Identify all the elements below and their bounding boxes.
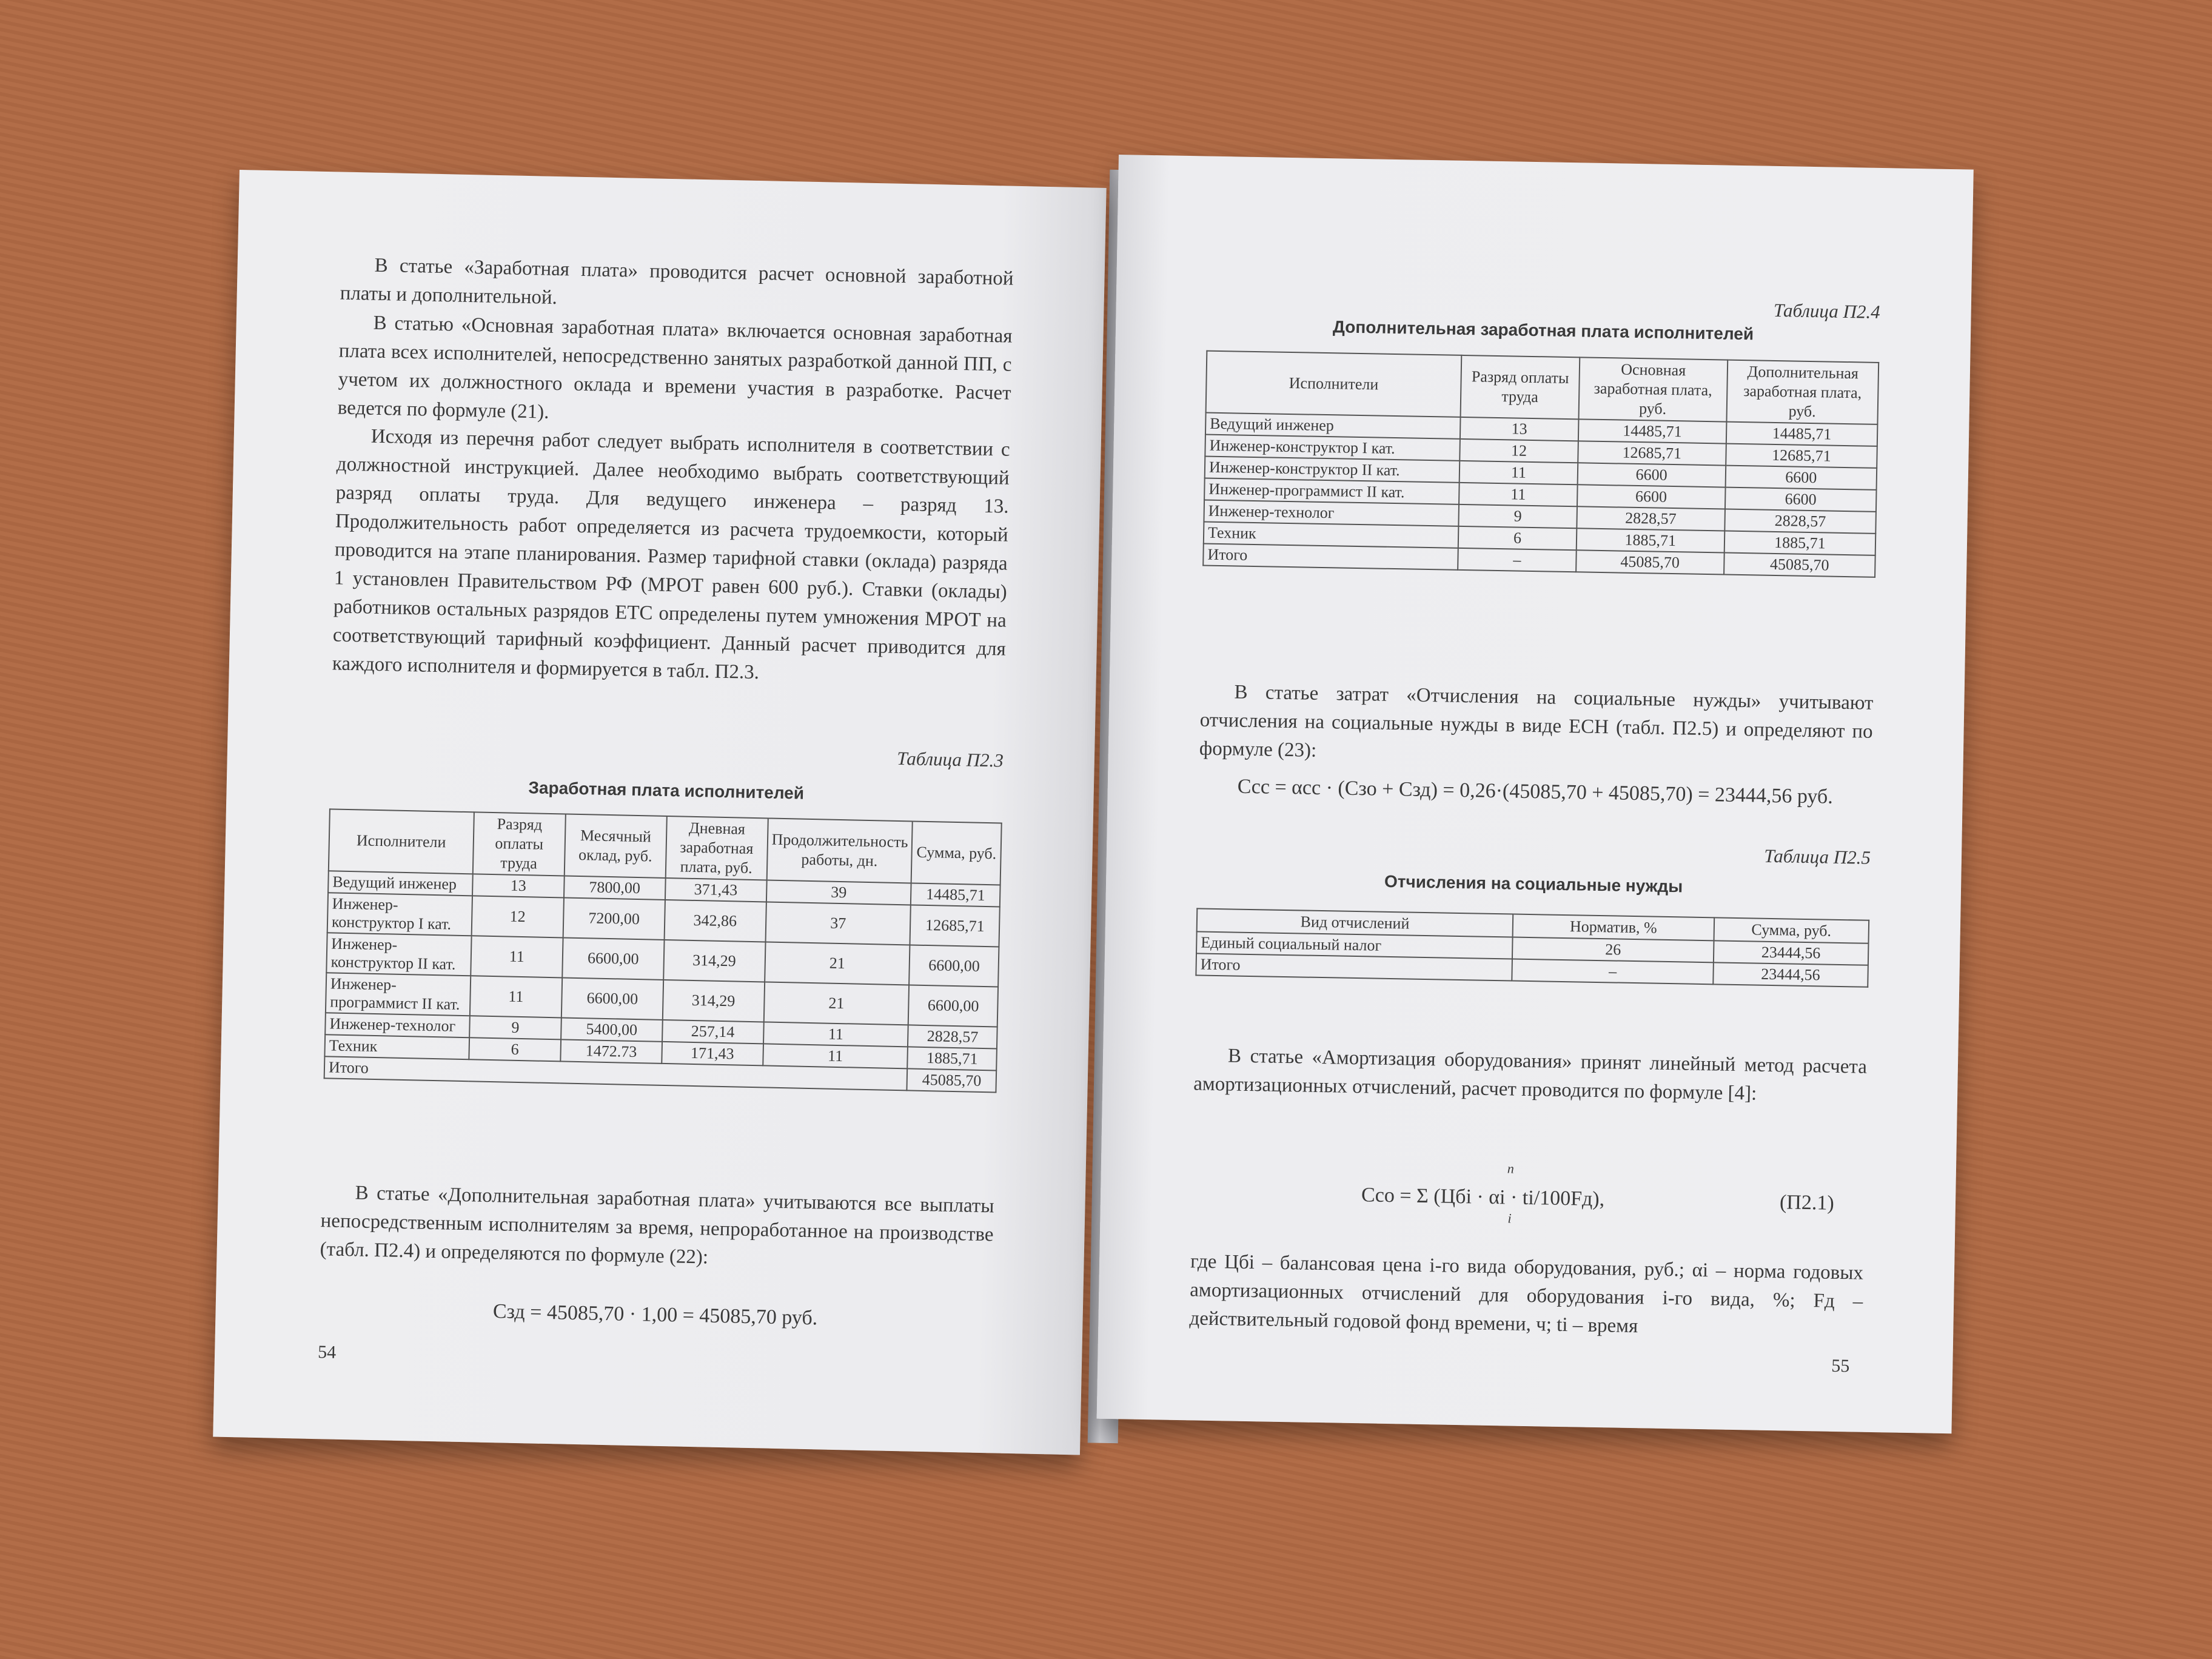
table-header: Месячный оклад, руб. — [565, 814, 666, 878]
table-cell: 6600,00 — [562, 937, 664, 979]
table-cell: 6600,00 — [910, 945, 999, 987]
table-cell: 6600,00 — [908, 985, 998, 1027]
table-cell: 26 — [1512, 937, 1714, 963]
left-page — [213, 170, 1106, 1455]
table-cell: 6600 — [1725, 466, 1877, 490]
table-cell: 371,43 — [665, 878, 766, 902]
table-cell: 12685,71 — [910, 905, 1000, 947]
table-header: Основная заработная плата, руб. — [1578, 357, 1728, 421]
table-cell: Итого — [1203, 544, 1458, 570]
table-cell: Инженер-программист II кат. — [326, 973, 471, 1016]
table-cell: Единый социальный налог — [1196, 931, 1513, 959]
table-cell: 6600,00 — [561, 977, 663, 1019]
table-cell: 14485,71 — [1726, 422, 1878, 446]
table-cell: Инженер-технолог — [325, 1013, 469, 1037]
table-header: Исполнители — [1206, 351, 1462, 417]
table-cell: 314,29 — [662, 980, 764, 1022]
formula: Ссс = αсс · (Сзо + Сзд) = 0,26·(45085,70 + 45085,70) = 23444,56 руб. — [1237, 775, 1834, 808]
right-page — [1097, 155, 1974, 1433]
table-cell: 11 — [471, 936, 563, 977]
sum-upper-limit: n — [1507, 1161, 1515, 1176]
paragraph: В статье «Заработная плата» проводится расчет основной заработной платы и дополнительной. — [340, 254, 1014, 309]
salary-table — [324, 808, 1002, 1093]
table-cell: – — [1458, 548, 1576, 572]
table-cell: 171,43 — [662, 1042, 763, 1065]
formula-number: (П2.1) — [1779, 1191, 1835, 1215]
table-cell: 11 — [1460, 461, 1578, 484]
table-cell: 12 — [471, 896, 564, 937]
paragraph: где Цбi – балансовая цена i-го вида оборудования, руб.; αi – норма годовых амортизационных отчислений для оборудования i-го вида, %; Fд – действительный годовой фонд времени, ч; ti – время — [1189, 1250, 1864, 1338]
table-title: Отчисления на социальные нужды — [1384, 871, 1683, 896]
table-cell: 7800,00 — [564, 876, 665, 899]
table-cell: 1885,71 — [1577, 528, 1725, 552]
table-cell: 13 — [1460, 417, 1578, 441]
table-cell: 257,14 — [662, 1020, 764, 1044]
table-cell: 2828,57 — [1577, 506, 1725, 531]
paragraph: В статье затрат «Отчисления на социальные нужды» учитывают отчисления на социальные нужды в виде ЕСН (табл. П2.5) и определяют по формуле (23): — [1199, 681, 1874, 762]
table-cell: 39 — [766, 880, 912, 905]
table-cell: 14485,71 — [1578, 419, 1727, 443]
paragraph: В статью «Основная заработная плата» включается основная заработная плата всех исполнителей, непосредственно занятых разработкой данной ПП, с учетом их должностного оклада и времени участия в разработке. Расчет ведется по формуле (21). — [337, 312, 1013, 423]
table-number: Таблица П2.3 — [896, 747, 1004, 771]
table-cell: 5400,00 — [561, 1017, 662, 1041]
table-cell: 11 — [763, 1022, 909, 1047]
table-title: Дополнительная заработная плата исполнителей — [1332, 317, 1754, 344]
table-header: Разряд оплаты труда — [472, 812, 566, 876]
table-cell: 1885,71 — [1724, 531, 1875, 555]
table-cell: Техник — [1204, 522, 1459, 548]
table-cell: Инженер-конструктор II кат. — [1205, 457, 1460, 483]
paragraph: В статье «Амортизация оборудования» принят линейный метод расчета амортизационных отчислений, расчет проводится по формуле [4]: — [1193, 1045, 1868, 1105]
formula — [1361, 1161, 1605, 1226]
table-cell: 1472.73 — [561, 1039, 662, 1063]
table-cell: 11 — [470, 976, 563, 1017]
table-cell: 21 — [765, 942, 910, 985]
table-header: Продолжительность работы, дн. — [766, 818, 913, 883]
table-cell: 9 — [469, 1016, 561, 1039]
table-cell: 2828,57 — [1724, 509, 1876, 534]
table-number: Таблица П2.4 — [1773, 299, 1880, 323]
table-cell: 314,29 — [663, 940, 765, 982]
table-cell: 45085,70 — [1724, 553, 1875, 577]
social-contributions-table — [1195, 908, 1869, 987]
table-cell: Инженер-конструктор I кат. — [1205, 435, 1460, 461]
table-title: Заработная плата исполнителей — [528, 778, 805, 803]
table-cell: Инженер-программист II кат. — [1204, 478, 1460, 504]
table-header: Вид отчислений — [1197, 908, 1513, 937]
table-cell: 11 — [1459, 483, 1577, 506]
formula: Сзд = 45085,70 · 1,00 = 45085,70 руб. — [492, 1300, 818, 1330]
table-header: Сумма, руб. — [1714, 917, 1869, 943]
table-cell: 21 — [763, 982, 909, 1025]
table-cell: 342,86 — [664, 900, 766, 942]
page-number: 55 — [1831, 1355, 1850, 1376]
table-header: Дополнительная заработная плата, руб. — [1726, 360, 1879, 424]
table-cell: 12685,71 — [1726, 444, 1877, 468]
table-cell: 23444,56 — [1714, 940, 1869, 965]
table-cell: 14485,71 — [911, 883, 1000, 907]
table-cell: 37 — [765, 902, 911, 945]
table-cell: Ведущий инженер — [1205, 413, 1461, 439]
table-cell: 6600 — [1577, 463, 1726, 487]
table-cell: 6600 — [1725, 488, 1877, 512]
table-cell: Техник — [324, 1034, 469, 1059]
table-cell: 6 — [1458, 526, 1577, 550]
table-cell: 6 — [469, 1037, 561, 1061]
table-cell: 6600 — [1577, 484, 1726, 509]
amortization-formula: Сco = Σ (Цбi · αi · ti/100Fд), — [1361, 1184, 1605, 1211]
table-cell: 1885,71 — [908, 1047, 997, 1070]
table-cell: 45085,70 — [1576, 550, 1724, 574]
total-label: Итого — [324, 1056, 908, 1090]
table-header: Исполнители — [329, 809, 474, 874]
sum-lower-limit: i — [1507, 1210, 1512, 1226]
table-cell: 2828,57 — [908, 1025, 997, 1048]
table-cell: 13 — [472, 874, 565, 897]
table-cell: 23444,56 — [1713, 962, 1868, 987]
paragraph: В статье «Дополнительная заработная плата» учитываются все выплаты непосредственным исполнителям за время, непроработанное на производстве (табл. П2.4) и определяются по формуле (22): — [320, 1182, 994, 1269]
table-cell: – — [1512, 959, 1713, 985]
additional-salary-table — [1202, 350, 1879, 578]
page-number: 54 — [317, 1342, 337, 1362]
table-cell: 11 — [763, 1044, 908, 1068]
total-value: 45085,70 — [907, 1068, 996, 1092]
table-cell: 12685,71 — [1578, 441, 1726, 465]
table-cell: 7200,00 — [563, 897, 665, 939]
table-header: Разряд оплаты труда — [1461, 355, 1580, 419]
table-cell: Ведущий инженер — [328, 871, 472, 896]
table-cell: Инженер-технолог — [1204, 500, 1459, 526]
table-cell: 9 — [1459, 504, 1577, 528]
table-cell: Инженер-конструктор II кат. — [326, 933, 471, 976]
paragraph: Исходя из перечня работ следует выбрать исполнителя в соответствии с должностной инструкцией. Далее необходимо выбрать соответствующий разряд оплаты труда. Для ведущего инженера – разряд 13. Продолжительность работ определяется из расчета трудоемкости, который проводится на этапе планирования. Размер тарифной ставки (оклада) разряда 1 установлен Правительством РФ (МРОТ равен 600 руб.). Ставки (оклады) работников остальных разрядов ЕТС определены путем умножения МРОТ на соответствующий тарифный коэффициент. Данный расчет приводится для каждого исполнителя и формируется в табл. П2.3. — [332, 425, 1010, 684]
table-cell: Инженер-конструктор I кат. — [327, 893, 472, 936]
table-cell: 12 — [1460, 439, 1578, 463]
table-number: Таблица П2.5 — [1763, 845, 1871, 868]
table-header: Дневная заработная плата, руб. — [665, 816, 768, 880]
table-header: Норматив, % — [1513, 914, 1714, 941]
table-cell: Итого — [1196, 953, 1512, 980]
table-header: Сумма, руб. — [911, 821, 1002, 885]
